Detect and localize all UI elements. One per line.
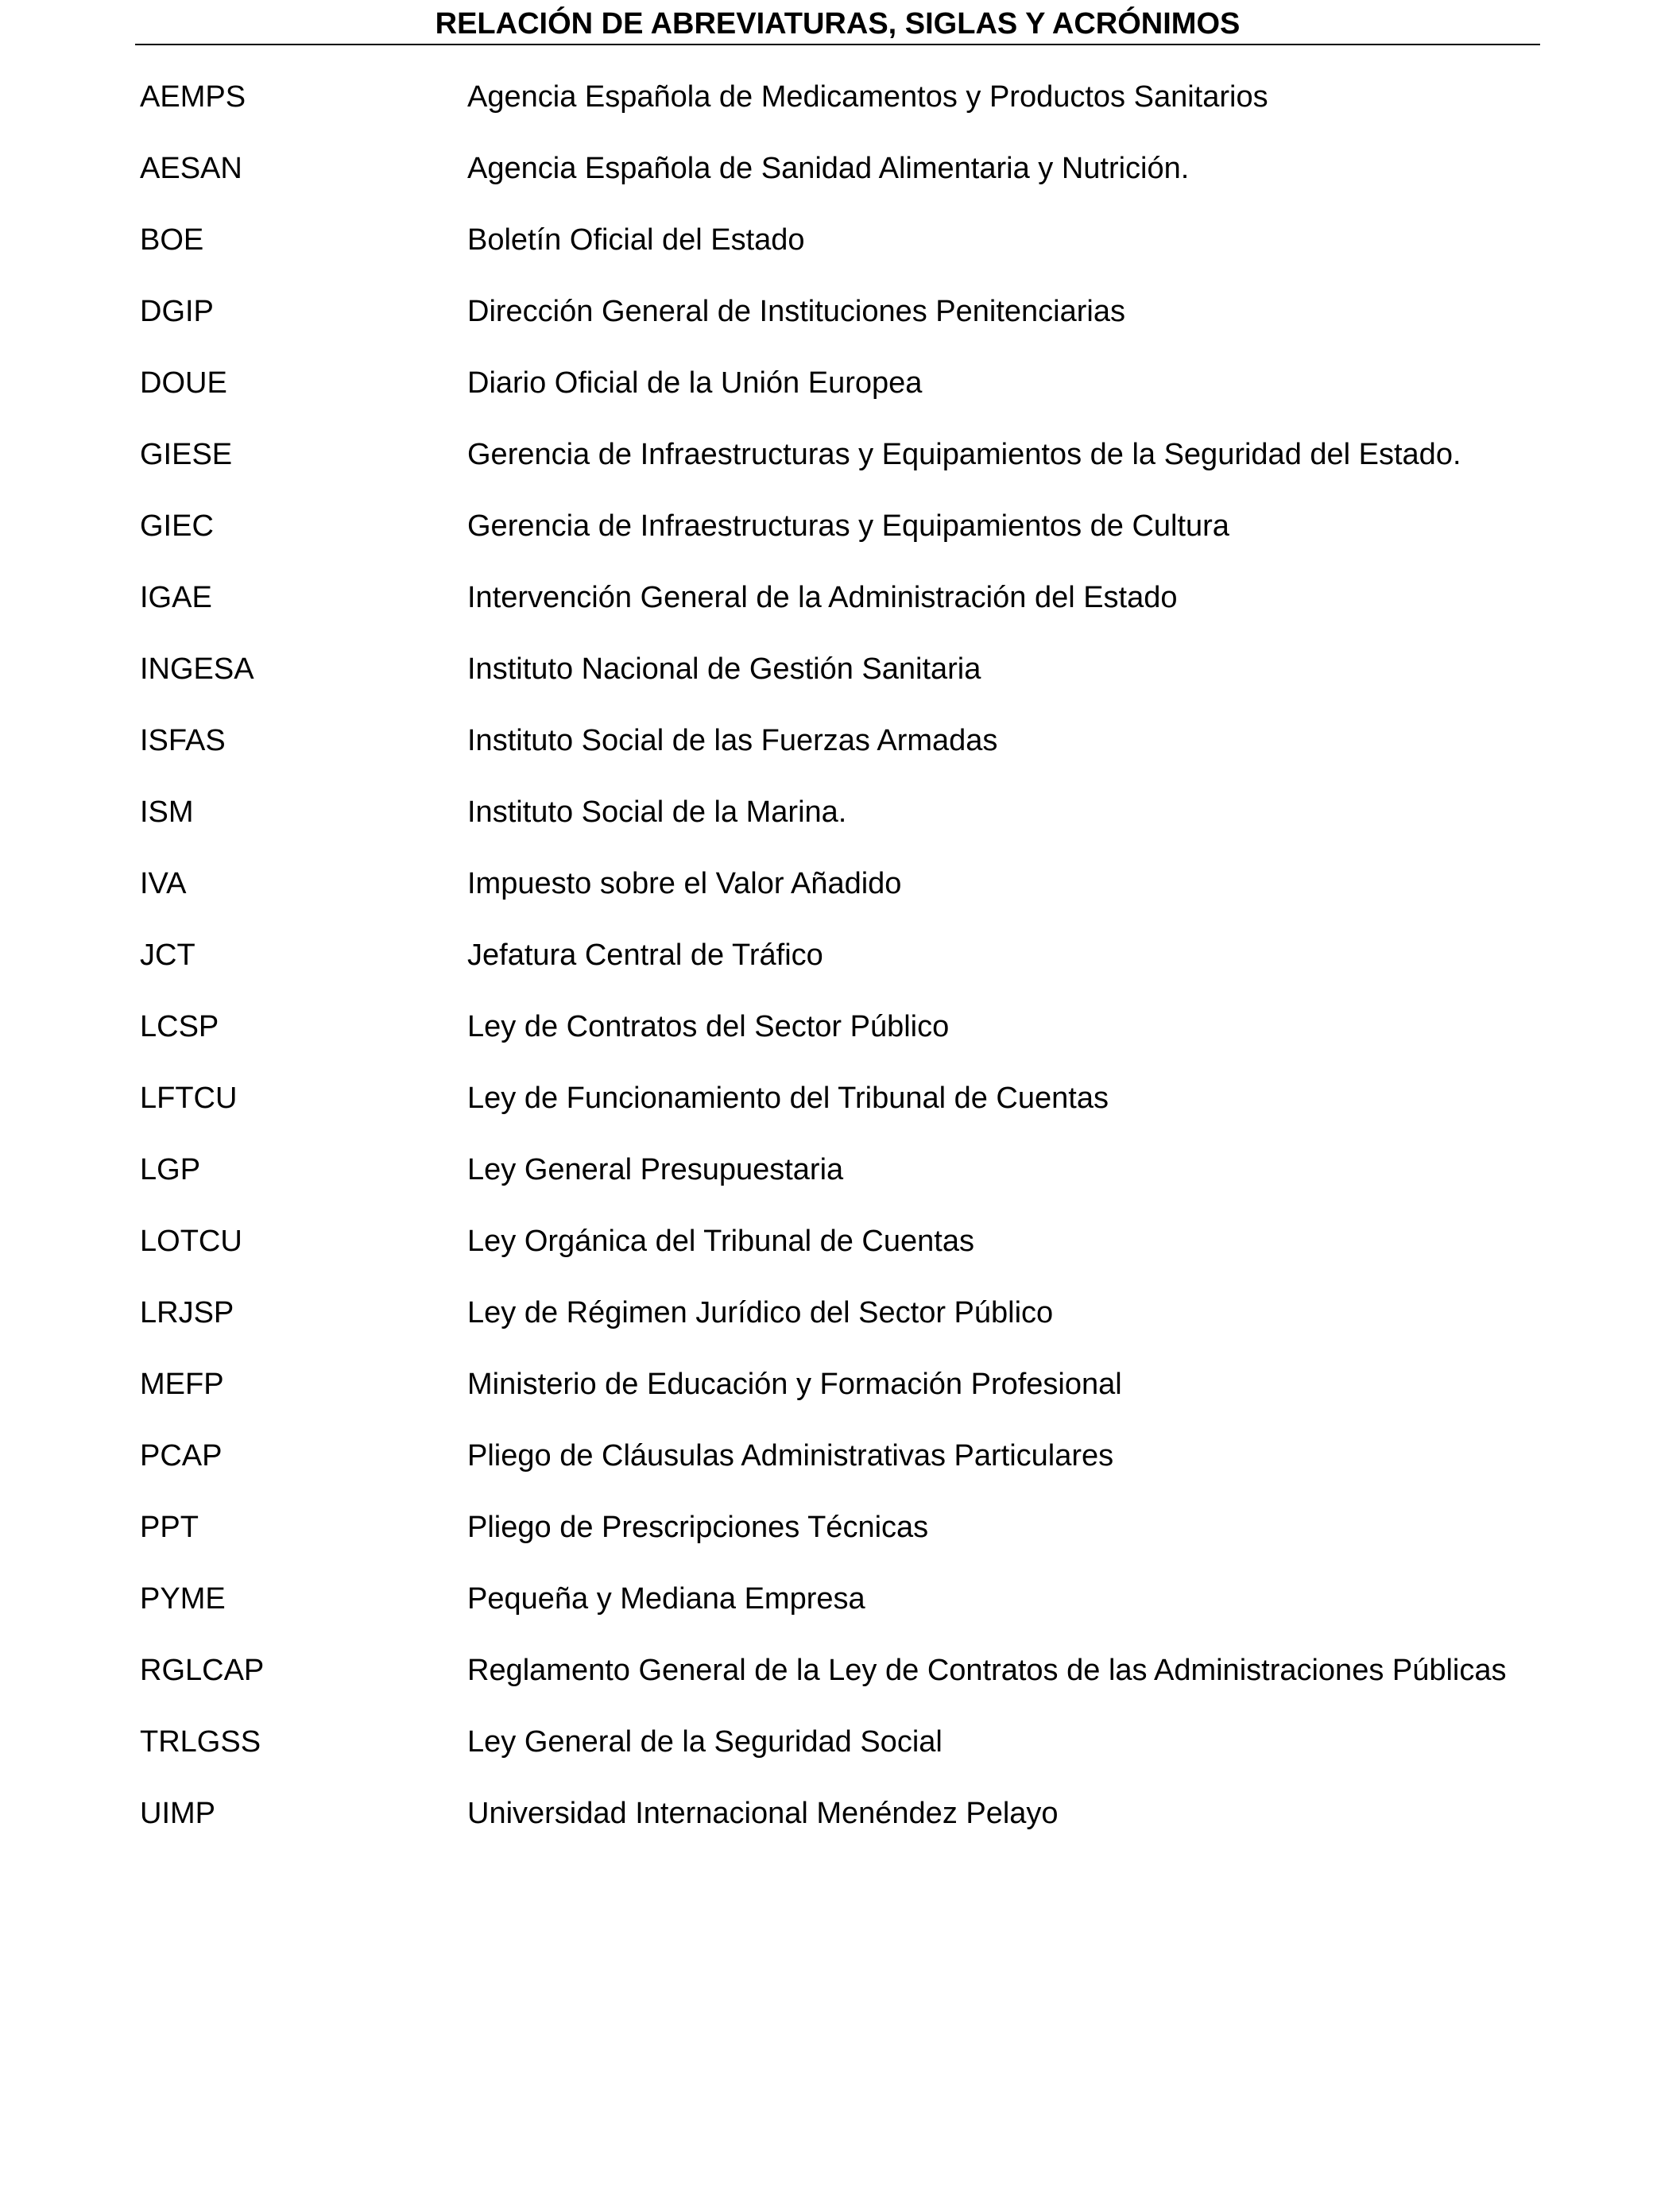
list-item bbox=[0, 509, 1680, 544]
list-item bbox=[0, 366, 1680, 401]
abbreviation-definition: Dirección General de Instituciones Penitenciarias bbox=[467, 295, 1125, 328]
list-item bbox=[0, 294, 1680, 330]
list-item bbox=[0, 1152, 1680, 1188]
abbreviation-term: LRJSP bbox=[140, 1296, 234, 1329]
title-underline bbox=[135, 44, 1540, 45]
list-item bbox=[0, 580, 1680, 616]
abbreviation-definition: Impuesto sobre el Valor Añadido bbox=[467, 867, 902, 900]
list-item bbox=[0, 1653, 1680, 1689]
abbreviation-term: AEMPS bbox=[140, 80, 246, 114]
abbreviation-term: MEFP bbox=[140, 1368, 224, 1401]
list-item bbox=[0, 1724, 1680, 1760]
list-item bbox=[0, 938, 1680, 973]
abbreviation-definition: Ley de Funcionamiento del Tribunal de Cuentas bbox=[467, 1082, 1109, 1115]
abbreviation-definition: Diario Oficial de la Unión Europea bbox=[467, 366, 923, 400]
abbreviation-term: PPT bbox=[140, 1511, 199, 1544]
abbreviation-term: LCSP bbox=[140, 1010, 219, 1043]
list-item bbox=[0, 223, 1680, 258]
list-item bbox=[0, 795, 1680, 830]
abbreviation-term: PYME bbox=[140, 1582, 226, 1616]
abbreviation-term: LGP bbox=[140, 1153, 201, 1186]
abbreviation-definition: Ley Orgánica del Tribunal de Cuentas bbox=[467, 1225, 974, 1258]
list-item bbox=[0, 1796, 1680, 1832]
abbreviation-term: LFTCU bbox=[140, 1082, 238, 1115]
list-item bbox=[0, 1081, 1680, 1117]
abbreviation-definition: Ley de Contratos del Sector Público bbox=[467, 1010, 950, 1043]
abbreviation-term: DGIP bbox=[140, 295, 214, 328]
abbreviation-definition: Pliego de Prescripciones Técnicas bbox=[467, 1511, 929, 1544]
abbreviation-term: JCT bbox=[140, 939, 195, 972]
abbreviation-definition: Ley General Presupuestaria bbox=[467, 1153, 844, 1186]
list-item bbox=[0, 1295, 1680, 1331]
list-item bbox=[0, 437, 1680, 473]
abbreviation-term: IVA bbox=[140, 867, 187, 900]
list-item bbox=[0, 866, 1680, 902]
abbreviation-definition: Ministerio de Educación y Formación Profesional bbox=[467, 1368, 1122, 1401]
abbreviation-term: IGAE bbox=[140, 581, 212, 614]
abbreviation-definition: Reglamento General de la Ley de Contratos de las Administraciones Públicas bbox=[467, 1654, 1507, 1687]
abbreviation-definition: Ley de Régimen Jurídico del Sector Público bbox=[467, 1296, 1054, 1329]
list-item bbox=[0, 1510, 1680, 1546]
abbreviation-term: DOUE bbox=[140, 366, 227, 400]
abbreviation-definition: Instituto Nacional de Gestión Sanitaria bbox=[467, 652, 981, 686]
list-item bbox=[0, 723, 1680, 759]
abbreviation-term: ISM bbox=[140, 795, 194, 829]
abbreviation-definition: Instituto Social de la Marina. bbox=[467, 795, 847, 829]
list-item bbox=[0, 1438, 1680, 1474]
abbreviation-definition: Universidad Internacional Menéndez Pelayo bbox=[467, 1797, 1059, 1830]
abbreviation-term: BOE bbox=[140, 223, 204, 257]
abbreviation-term: INGESA bbox=[140, 652, 254, 686]
list-item bbox=[0, 1581, 1680, 1617]
abbreviation-term: RGLCAP bbox=[140, 1654, 265, 1687]
abbreviation-term: AESAN bbox=[140, 152, 242, 185]
abbreviation-definition: Ley General de la Seguridad Social bbox=[467, 1725, 943, 1759]
abbreviation-term: GIEC bbox=[140, 509, 214, 543]
abbreviation-term: TRLGSS bbox=[140, 1725, 261, 1759]
abbreviation-definition: Agencia Española de Medicamentos y Productos Sanitarios bbox=[467, 80, 1268, 114]
list-item bbox=[0, 1367, 1680, 1403]
abbreviation-list bbox=[0, 79, 1680, 1867]
abbreviation-term: GIESE bbox=[140, 438, 233, 471]
list-item bbox=[0, 79, 1680, 115]
list-item bbox=[0, 1224, 1680, 1260]
abbreviation-definition: Pequeña y Mediana Empresa bbox=[467, 1582, 865, 1616]
list-item bbox=[0, 1009, 1680, 1045]
abbreviation-definition: Pliego de Cláusulas Administrativas Particulares bbox=[467, 1439, 1114, 1473]
abbreviation-definition: Jefatura Central de Tráfico bbox=[467, 939, 823, 972]
abbreviation-term: LOTCU bbox=[140, 1225, 242, 1258]
page-title: RELACIÓN DE ABREVIATURAS, SIGLAS Y ACRÓNIMOS bbox=[435, 7, 1241, 41]
abbreviation-definition: Gerencia de Infraestructuras y Equipamientos de Cultura bbox=[467, 509, 1229, 543]
abbreviation-definition: Agencia Española de Sanidad Alimentaria y Nutrición. bbox=[467, 152, 1190, 185]
abbreviation-term: UIMP bbox=[140, 1797, 215, 1830]
abbreviation-definition: Instituto Social de las Fuerzas Armadas bbox=[467, 724, 998, 757]
abbreviation-term: ISFAS bbox=[140, 724, 226, 757]
list-item bbox=[0, 151, 1680, 187]
abbreviation-term: PCAP bbox=[140, 1439, 223, 1473]
abbreviation-definition: Boletín Oficial del Estado bbox=[467, 223, 805, 257]
abbreviation-definition: Intervención General de la Administración del Estado bbox=[467, 581, 1178, 614]
list-item bbox=[0, 652, 1680, 687]
abbreviation-definition: Gerencia de Infraestructuras y Equipamientos de la Seguridad del Estado. bbox=[467, 438, 1461, 471]
